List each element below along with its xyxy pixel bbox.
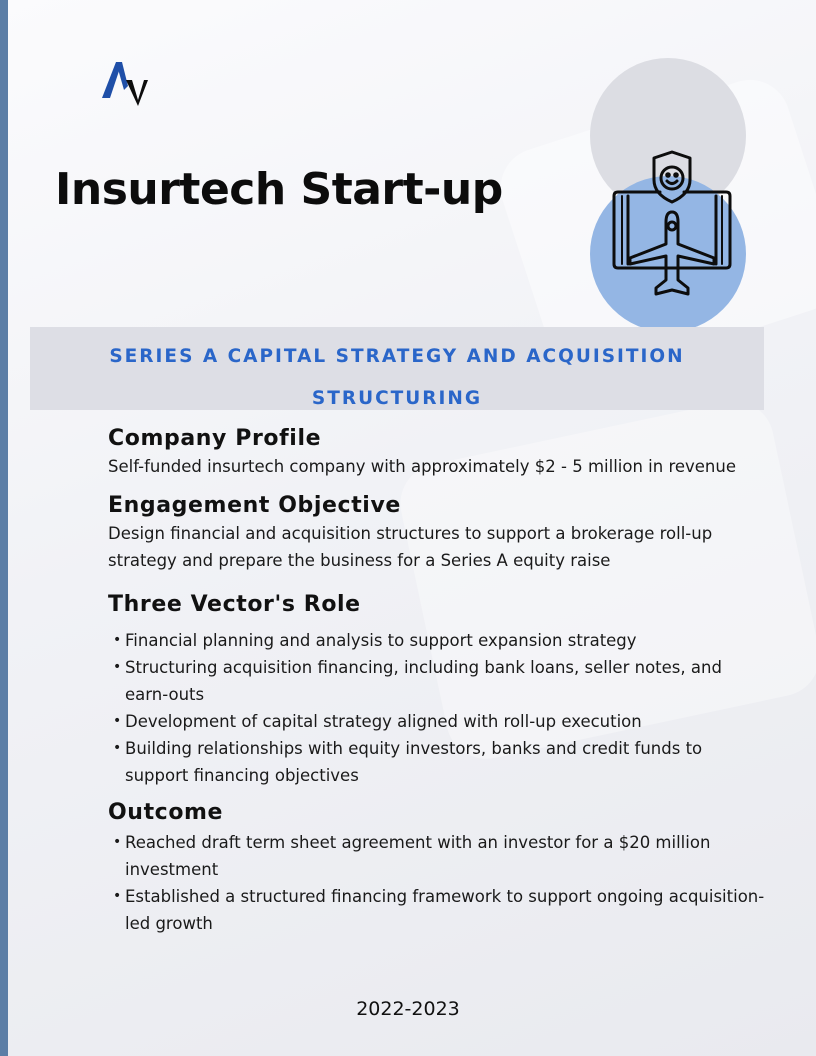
role-section [108, 591, 768, 789]
travel-insurance-icon [606, 148, 738, 304]
list-item: • Structuring acquisition financing, including bank loans, seller notes, and earn-outs [108, 654, 768, 708]
section-text: Self-funded insurtech company with approximately $2 - 5 million in revenue [108, 457, 736, 476]
section-heading: Company Profile [108, 426, 322, 451]
outcome-list [108, 829, 768, 937]
list-item: • Financial planning and analysis to support expansion strategy [108, 627, 768, 654]
list-item: • Development of capital strategy aligned with roll-up execution [108, 708, 768, 735]
page-title: Insurtech Start-up [55, 164, 503, 215]
list-item: • Building relationships with equity investors, banks and credit funds to support financing objectives [108, 735, 768, 789]
list-item: • Established a structured financing framework to support ongoing acquisition-led growth [108, 883, 768, 937]
section-heading: Outcome [108, 800, 224, 825]
subtitle: SERIES A CAPITAL STRATEGY AND ACQUISITION STRUCTURING [109, 346, 685, 409]
list-item: • Reached draft term sheet agreement with an investor for a $20 million investment [108, 829, 768, 883]
content-body [108, 425, 768, 937]
section-heading: Three Vector's Role [108, 592, 361, 617]
section-text: Design financial and acquisition structures to support a brokerage roll-up strategy and prepare the business for a Series A equity raise [108, 524, 713, 570]
role-list [108, 627, 768, 789]
outcome-section [108, 799, 768, 937]
footer-years: 2022-2023 [356, 998, 460, 1020]
av-logo-icon [100, 60, 148, 108]
engagement-objective-section [108, 492, 768, 574]
section-heading: Engagement Objective [108, 493, 401, 518]
company-profile-section [108, 425, 768, 480]
left-accent-bar [0, 0, 8, 1056]
